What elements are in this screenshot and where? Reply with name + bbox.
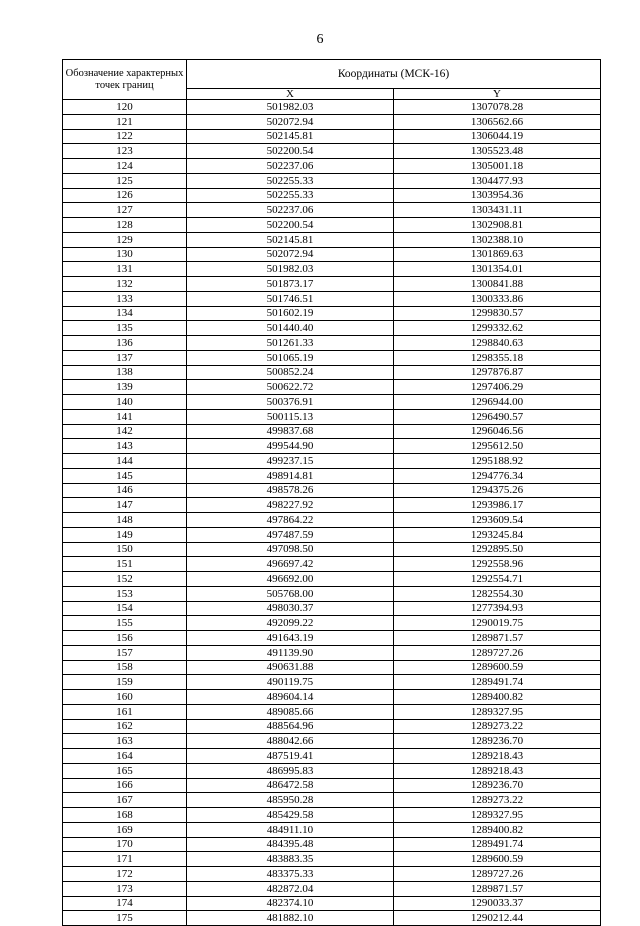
y-coordinate-cell: 1289236.70	[394, 778, 601, 793]
point-id-cell: 169	[63, 822, 187, 837]
x-coordinate-cell: 488042.66	[187, 734, 394, 749]
header-point-label: Обозначение характерных точек границ	[63, 60, 187, 100]
header-x: X	[187, 89, 394, 100]
y-coordinate-cell: 1302908.81	[394, 218, 601, 233]
x-coordinate-cell: 482374.10	[187, 896, 394, 911]
y-coordinate-cell: 1303954.36	[394, 188, 601, 203]
y-coordinate-cell: 1282554.30	[394, 586, 601, 601]
y-coordinate-cell: 1289600.59	[394, 852, 601, 867]
y-coordinate-cell: 1289600.59	[394, 660, 601, 675]
table-row	[63, 439, 601, 454]
point-id-cell: 167	[63, 793, 187, 808]
table-row	[63, 203, 601, 218]
y-coordinate-cell: 1302388.10	[394, 232, 601, 247]
y-coordinate-cell: 1301354.01	[394, 262, 601, 277]
x-coordinate-cell: 485950.28	[187, 793, 394, 808]
table-row	[63, 527, 601, 542]
x-coordinate-cell: 502200.54	[187, 218, 394, 233]
table-row	[63, 719, 601, 734]
x-coordinate-cell: 498914.81	[187, 468, 394, 483]
y-coordinate-cell: 1299332.62	[394, 321, 601, 336]
point-id-cell: 123	[63, 144, 187, 159]
x-coordinate-cell: 486472.58	[187, 778, 394, 793]
x-coordinate-cell: 500852.24	[187, 365, 394, 380]
y-coordinate-cell: 1277394.93	[394, 601, 601, 616]
x-coordinate-cell: 491139.90	[187, 645, 394, 660]
y-coordinate-cell: 1296490.57	[394, 409, 601, 424]
point-id-cell: 170	[63, 837, 187, 852]
table-row	[63, 144, 601, 159]
point-id-cell: 127	[63, 203, 187, 218]
point-id-cell: 155	[63, 616, 187, 631]
x-coordinate-cell: 502072.94	[187, 247, 394, 262]
point-id-cell: 163	[63, 734, 187, 749]
point-id-cell: 168	[63, 808, 187, 823]
y-coordinate-cell: 1297876.87	[394, 365, 601, 380]
table-row	[63, 336, 601, 351]
x-coordinate-cell: 502255.33	[187, 188, 394, 203]
y-coordinate-cell: 1292554.71	[394, 572, 601, 587]
point-id-cell: 120	[63, 100, 187, 115]
point-id-cell: 165	[63, 763, 187, 778]
point-id-cell: 121	[63, 114, 187, 129]
point-id-cell: 132	[63, 277, 187, 292]
y-coordinate-cell: 1307078.28	[394, 100, 601, 115]
x-coordinate-cell: 492099.22	[187, 616, 394, 631]
x-coordinate-cell: 498578.26	[187, 483, 394, 498]
table-row	[63, 454, 601, 469]
point-id-cell: 152	[63, 572, 187, 587]
table-row	[63, 350, 601, 365]
point-id-cell: 139	[63, 380, 187, 395]
y-coordinate-cell: 1290019.75	[394, 616, 601, 631]
x-coordinate-cell: 501746.51	[187, 291, 394, 306]
x-coordinate-cell: 502145.81	[187, 232, 394, 247]
x-coordinate-cell: 485429.58	[187, 808, 394, 823]
y-coordinate-cell: 1296046.56	[394, 424, 601, 439]
table-row	[63, 586, 601, 601]
table-row	[63, 321, 601, 336]
x-coordinate-cell: 498030.37	[187, 601, 394, 616]
x-coordinate-cell: 489604.14	[187, 690, 394, 705]
table-row	[63, 247, 601, 262]
table-row	[63, 380, 601, 395]
x-coordinate-cell: 501440.40	[187, 321, 394, 336]
x-coordinate-cell: 501261.33	[187, 336, 394, 351]
point-id-cell: 150	[63, 542, 187, 557]
x-coordinate-cell: 500115.13	[187, 409, 394, 424]
x-coordinate-cell: 483883.35	[187, 852, 394, 867]
x-coordinate-cell: 497098.50	[187, 542, 394, 557]
y-coordinate-cell: 1289327.95	[394, 808, 601, 823]
y-coordinate-cell: 1300333.86	[394, 291, 601, 306]
point-id-cell: 140	[63, 395, 187, 410]
table-row	[63, 542, 601, 557]
y-coordinate-cell: 1298840.63	[394, 336, 601, 351]
x-coordinate-cell: 497487.59	[187, 527, 394, 542]
y-coordinate-cell: 1289491.74	[394, 837, 601, 852]
point-id-cell: 146	[63, 483, 187, 498]
y-coordinate-cell: 1289491.74	[394, 675, 601, 690]
point-id-cell: 166	[63, 778, 187, 793]
x-coordinate-cell: 496697.42	[187, 557, 394, 572]
point-id-cell: 156	[63, 631, 187, 646]
point-id-cell: 158	[63, 660, 187, 675]
point-id-cell: 151	[63, 557, 187, 572]
point-id-cell: 133	[63, 291, 187, 306]
x-coordinate-cell: 491643.19	[187, 631, 394, 646]
table-row	[63, 896, 601, 911]
table-row	[63, 100, 601, 115]
y-coordinate-cell: 1289727.26	[394, 645, 601, 660]
x-coordinate-cell: 490119.75	[187, 675, 394, 690]
table-row	[63, 675, 601, 690]
table-row	[63, 852, 601, 867]
x-coordinate-cell: 483375.33	[187, 867, 394, 882]
point-id-cell: 131	[63, 262, 187, 277]
table-row	[63, 365, 601, 380]
point-id-cell: 142	[63, 424, 187, 439]
x-coordinate-cell: 502200.54	[187, 144, 394, 159]
y-coordinate-cell: 1305001.18	[394, 159, 601, 174]
table-row	[63, 690, 601, 705]
x-coordinate-cell: 502145.81	[187, 129, 394, 144]
y-coordinate-cell: 1292558.96	[394, 557, 601, 572]
x-coordinate-cell: 488564.96	[187, 719, 394, 734]
page-number: 6	[316, 32, 324, 47]
y-coordinate-cell: 1306044.19	[394, 129, 601, 144]
x-coordinate-cell: 486995.83	[187, 763, 394, 778]
x-coordinate-cell: 501602.19	[187, 306, 394, 321]
table-row	[63, 277, 601, 292]
point-id-cell: 126	[63, 188, 187, 203]
y-coordinate-cell: 1289218.43	[394, 749, 601, 764]
x-coordinate-cell: 484911.10	[187, 822, 394, 837]
point-id-cell: 141	[63, 409, 187, 424]
x-coordinate-cell: 496692.00	[187, 572, 394, 587]
point-id-cell: 130	[63, 247, 187, 262]
table-row	[63, 232, 601, 247]
x-coordinate-cell: 481882.10	[187, 911, 394, 926]
point-id-cell: 162	[63, 719, 187, 734]
y-coordinate-cell: 1290212.44	[394, 911, 601, 926]
point-id-cell: 136	[63, 336, 187, 351]
y-coordinate-cell: 1289218.43	[394, 763, 601, 778]
table-row	[63, 114, 601, 129]
point-id-cell: 145	[63, 468, 187, 483]
x-coordinate-cell: 502237.06	[187, 159, 394, 174]
table-row	[63, 129, 601, 144]
y-coordinate-cell: 1289236.70	[394, 734, 601, 749]
table-row	[63, 867, 601, 882]
x-coordinate-cell: 500376.91	[187, 395, 394, 410]
x-coordinate-cell: 497864.22	[187, 513, 394, 528]
table-body	[63, 100, 601, 926]
point-id-cell: 125	[63, 173, 187, 188]
x-coordinate-cell: 490631.88	[187, 660, 394, 675]
table-row	[63, 159, 601, 174]
y-coordinate-cell: 1299830.57	[394, 306, 601, 321]
table-row	[63, 616, 601, 631]
x-coordinate-cell: 482872.04	[187, 881, 394, 896]
point-id-cell: 122	[63, 129, 187, 144]
y-coordinate-cell: 1296944.00	[394, 395, 601, 410]
table-row	[63, 704, 601, 719]
point-id-cell: 154	[63, 601, 187, 616]
point-id-cell: 171	[63, 852, 187, 867]
point-id-cell: 159	[63, 675, 187, 690]
point-id-cell: 173	[63, 881, 187, 896]
table-row	[63, 911, 601, 926]
table-row	[63, 306, 601, 321]
x-coordinate-cell: 487519.41	[187, 749, 394, 764]
table-row	[63, 188, 601, 203]
y-coordinate-cell: 1289871.57	[394, 881, 601, 896]
point-id-cell: 143	[63, 439, 187, 454]
table-row	[63, 645, 601, 660]
y-coordinate-cell: 1289327.95	[394, 704, 601, 719]
table-row	[63, 409, 601, 424]
point-id-cell: 153	[63, 586, 187, 601]
y-coordinate-cell: 1293245.84	[394, 527, 601, 542]
header-coordinates: Координаты (МСК-16)	[187, 60, 601, 89]
x-coordinate-cell: 501982.03	[187, 100, 394, 115]
table-row	[63, 572, 601, 587]
y-coordinate-cell: 1289727.26	[394, 867, 601, 882]
y-coordinate-cell: 1297406.29	[394, 380, 601, 395]
y-coordinate-cell: 1289273.22	[394, 793, 601, 808]
x-coordinate-cell: 505768.00	[187, 586, 394, 601]
x-coordinate-cell: 501873.17	[187, 277, 394, 292]
y-coordinate-cell: 1295612.50	[394, 439, 601, 454]
point-id-cell: 174	[63, 896, 187, 911]
point-id-cell: 128	[63, 218, 187, 233]
table-row	[63, 763, 601, 778]
y-coordinate-cell: 1290033.37	[394, 896, 601, 911]
table-row	[63, 837, 601, 852]
table-row	[63, 557, 601, 572]
point-id-cell: 137	[63, 350, 187, 365]
point-id-cell: 175	[63, 911, 187, 926]
x-coordinate-cell: 502255.33	[187, 173, 394, 188]
y-coordinate-cell: 1304477.93	[394, 173, 601, 188]
point-id-cell: 124	[63, 159, 187, 174]
point-id-cell: 149	[63, 527, 187, 542]
y-coordinate-cell: 1289400.82	[394, 822, 601, 837]
table-row	[63, 468, 601, 483]
x-coordinate-cell: 500622.72	[187, 380, 394, 395]
table-row	[63, 424, 601, 439]
table-row	[63, 881, 601, 896]
y-coordinate-cell: 1289273.22	[394, 719, 601, 734]
point-id-cell: 138	[63, 365, 187, 380]
y-coordinate-cell: 1293986.17	[394, 498, 601, 513]
x-coordinate-cell: 501065.19	[187, 350, 394, 365]
table-row	[63, 291, 601, 306]
x-coordinate-cell: 502237.06	[187, 203, 394, 218]
table-row	[63, 262, 601, 277]
y-coordinate-cell: 1301869.63	[394, 247, 601, 262]
point-id-cell: 144	[63, 454, 187, 469]
y-coordinate-cell: 1289871.57	[394, 631, 601, 646]
point-id-cell: 164	[63, 749, 187, 764]
point-id-cell: 134	[63, 306, 187, 321]
point-id-cell: 172	[63, 867, 187, 882]
y-coordinate-cell: 1294776.34	[394, 468, 601, 483]
x-coordinate-cell: 501982.03	[187, 262, 394, 277]
table-row	[63, 173, 601, 188]
y-coordinate-cell: 1295188.92	[394, 454, 601, 469]
table-row	[63, 749, 601, 764]
table-row	[63, 660, 601, 675]
point-id-cell: 147	[63, 498, 187, 513]
y-coordinate-cell: 1305523.48	[394, 144, 601, 159]
table-row	[63, 483, 601, 498]
table-row	[63, 218, 601, 233]
table-row	[63, 808, 601, 823]
y-coordinate-cell: 1293609.54	[394, 513, 601, 528]
point-id-cell: 160	[63, 690, 187, 705]
y-coordinate-cell: 1300841.88	[394, 277, 601, 292]
x-coordinate-cell: 499837.68	[187, 424, 394, 439]
x-coordinate-cell: 502072.94	[187, 114, 394, 129]
point-id-cell: 148	[63, 513, 187, 528]
x-coordinate-cell: 484395.48	[187, 837, 394, 852]
x-coordinate-cell: 499237.15	[187, 454, 394, 469]
y-coordinate-cell: 1292895.50	[394, 542, 601, 557]
x-coordinate-cell: 489085.66	[187, 704, 394, 719]
table-row	[63, 631, 601, 646]
table-row	[63, 822, 601, 837]
y-coordinate-cell: 1306562.66	[394, 114, 601, 129]
table-row	[63, 734, 601, 749]
point-id-cell: 135	[63, 321, 187, 336]
y-coordinate-cell: 1289400.82	[394, 690, 601, 705]
header-y: Y	[394, 89, 601, 100]
point-id-cell: 129	[63, 232, 187, 247]
table-row	[63, 395, 601, 410]
y-coordinate-cell: 1303431.11	[394, 203, 601, 218]
table-row	[63, 778, 601, 793]
point-id-cell: 157	[63, 645, 187, 660]
table-row	[63, 513, 601, 528]
y-coordinate-cell: 1298355.18	[394, 350, 601, 365]
x-coordinate-cell: 499544.90	[187, 439, 394, 454]
y-coordinate-cell: 1294375.26	[394, 483, 601, 498]
table-row	[63, 498, 601, 513]
coordinates-table	[62, 59, 601, 926]
table-row	[63, 793, 601, 808]
x-coordinate-cell: 498227.92	[187, 498, 394, 513]
point-id-cell: 161	[63, 704, 187, 719]
table-row	[63, 601, 601, 616]
